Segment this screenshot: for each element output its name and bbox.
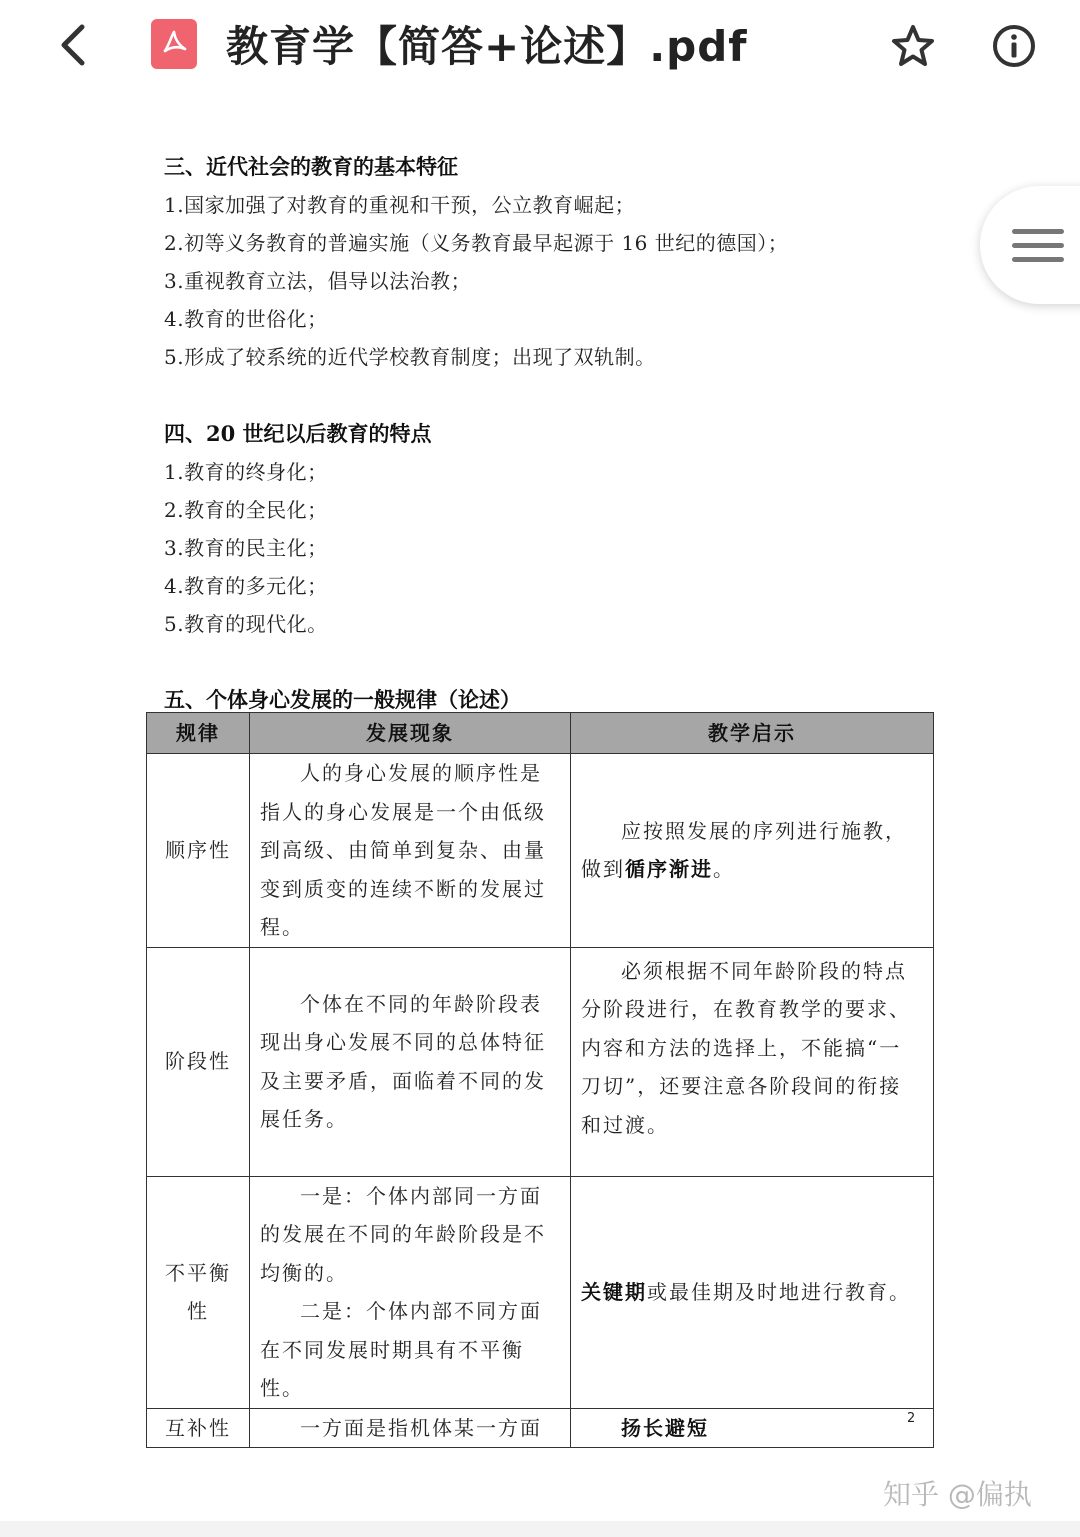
back-arrow-icon: [58, 23, 88, 67]
table-row: [147, 947, 934, 1176]
watermark: 知乎 @偏执: [883, 1478, 1032, 1511]
rule-cell: 互补性: [147, 1408, 250, 1448]
rule-cell: 阶段性: [147, 947, 250, 1176]
outline-menu-button[interactable]: [980, 186, 1080, 304]
phenomenon-cell: 一方面是指机体某一方面: [250, 1408, 571, 1448]
hamburger-menu-icon: [1012, 220, 1064, 271]
document-title: 教育学【简答+论述】.pdf: [226, 22, 748, 71]
development-rules-table: [146, 712, 934, 1448]
table-row: [147, 1408, 934, 1448]
list-item: 2.初等义务教育的普遍实施（义务教育最早起源于 16 世纪的德国）；: [164, 231, 789, 255]
list-item: 4.教育的多元化；: [164, 574, 328, 598]
list-item: 1.教育的终身化；: [164, 460, 328, 484]
bottom-bar: [0, 1521, 1080, 1537]
list-item: 5.教育的现代化。: [164, 612, 328, 636]
list-item: 2.教育的全民化；: [164, 498, 328, 522]
info-icon: [991, 23, 1037, 69]
list-item: 3.重视教育立法，倡导以法治教；: [164, 269, 472, 293]
pdf-file-icon: [151, 19, 197, 69]
rule-cell: 不平衡 性: [147, 1176, 250, 1408]
star-icon: [890, 23, 936, 69]
section-heading: 五、个体身心发展的一般规律（论述）: [164, 687, 521, 712]
favorite-button[interactable]: [885, 18, 941, 74]
column-header: 教学启示: [571, 713, 934, 754]
rule-cell: 顺序性: [147, 754, 250, 948]
phenomenon-cell: 个体在不同的年龄阶段表现出身心发展不同的总体特征及主要矛盾，面临着不同的发展任务。: [250, 947, 571, 1176]
table-row: [147, 1176, 934, 1408]
section-heading: 四、20 世纪以后教育的特点: [164, 421, 432, 446]
column-header: 规律: [147, 713, 250, 754]
list-item: 5.形成了较系统的近代学校教育制度；出现了双轨制。: [164, 345, 656, 369]
implication-cell: 应按照发展的序列进行施教，做到循序渐进。: [571, 754, 934, 948]
top-app-bar: [0, 0, 1080, 92]
table-header-row: [147, 713, 934, 754]
info-button[interactable]: [986, 18, 1042, 74]
implication-cell: 关键期或最佳期及时地进行教育。: [571, 1176, 934, 1408]
implication-cell: 必须根据不同年龄阶段的特点分阶段进行，在教育教学的要求、内容和方法的选择上，不能搞“一刀切”，还要注意各阶段间的衔接和过渡。: [571, 947, 934, 1176]
column-header: 发展现象: [250, 713, 571, 754]
list-item: 3.教育的民主化；: [164, 536, 328, 560]
back-button[interactable]: [48, 20, 98, 70]
section-heading: 三、近代社会的教育的基本特征: [164, 154, 458, 179]
implication-cell: 扬长避短: [571, 1408, 934, 1448]
page-number: 2: [907, 1411, 916, 1426]
list-item: 1.国家加强了对教育的重视和干预，公立教育崛起；: [164, 193, 636, 217]
table-row: [147, 754, 934, 948]
phenomenon-cell: 一是：个体内部同一方面的发展在不同的年龄阶段是不均衡的。 二是：个体内部不同方面在不同发展时期具有不平衡性。: [250, 1176, 571, 1408]
phenomenon-cell: 人的身心发展的顺序性是指人的身心发展是一个由低级到高级、由简单到复杂、由量变到质变的连续不断的发展过程。: [250, 754, 571, 948]
list-item: 4.教育的世俗化；: [164, 307, 328, 331]
